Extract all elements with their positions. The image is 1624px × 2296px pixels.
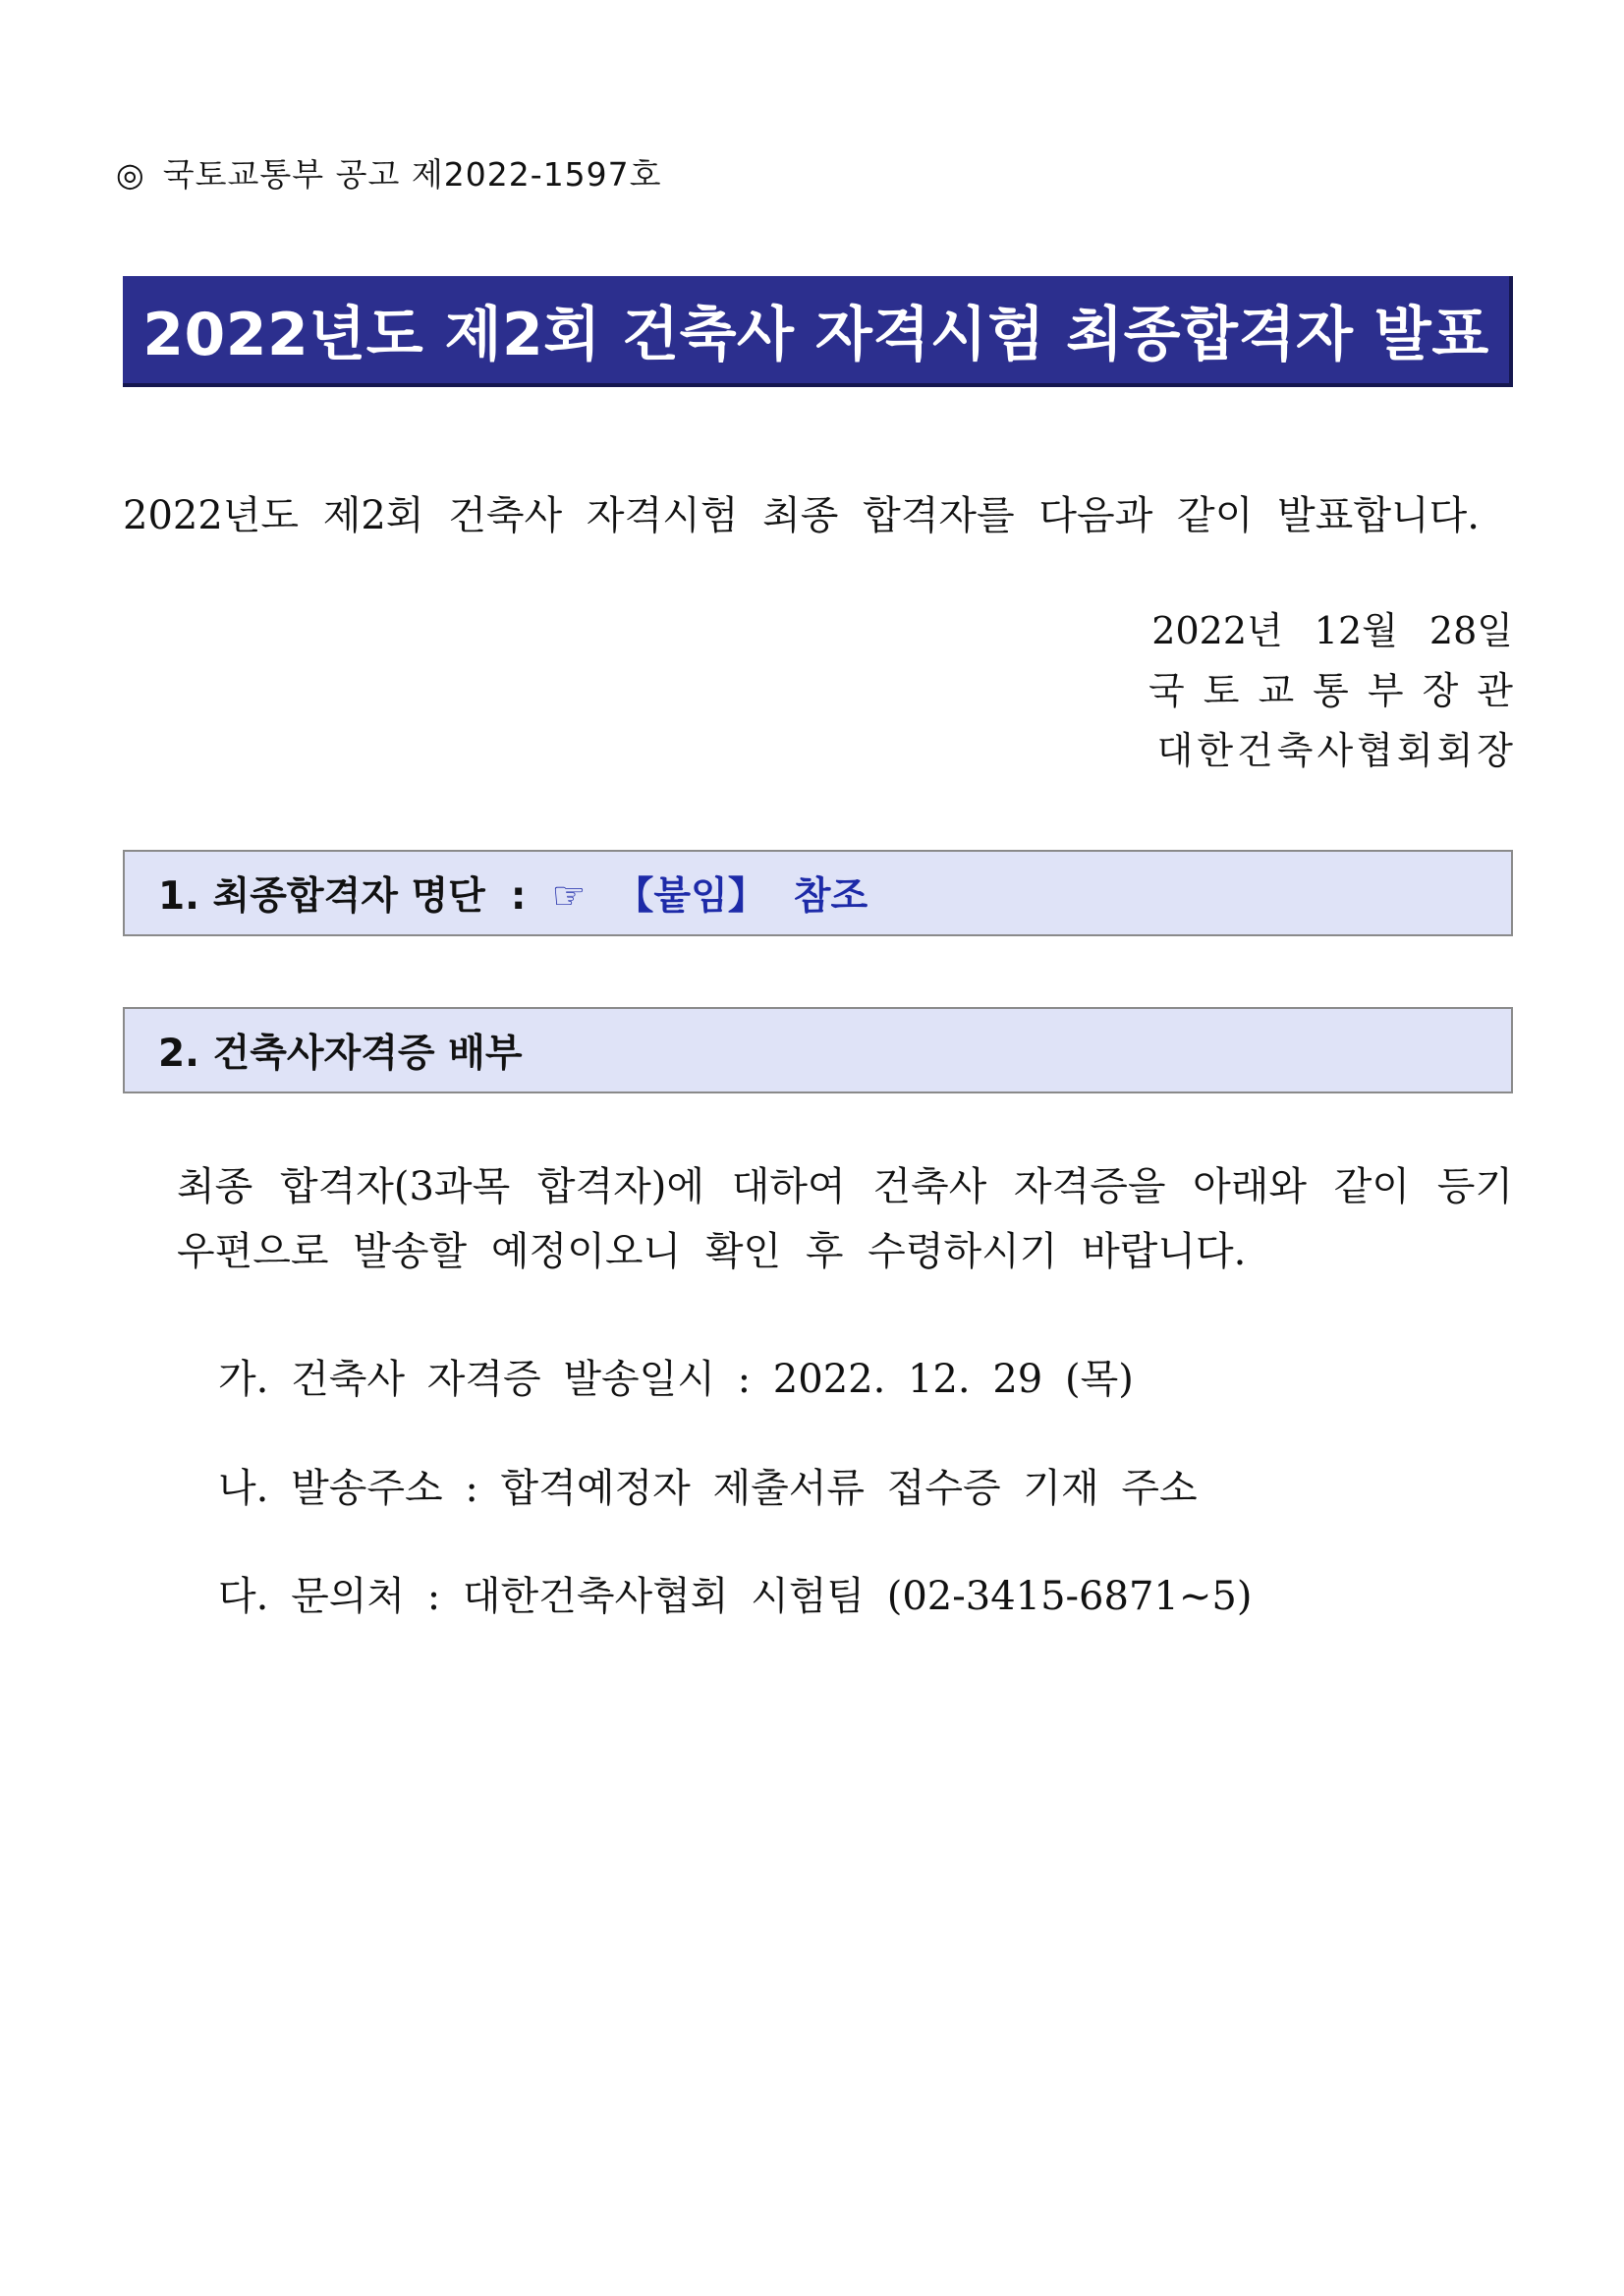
notice-text: 국토교통부 공고 제2022-1597호 — [162, 155, 662, 194]
section-heading: 2. 건축사자격증 배부 — [158, 1032, 523, 1076]
intro-paragraph: 2022년도 제2회 건축사 자격시험 최종 합격자를 다음과 같이 발표합니다. — [123, 493, 1480, 538]
list-item: 다. 문의처 : 대한건축사협회 시험팀 (02-3415-6871~5) — [218, 1574, 1253, 1619]
list-item: 나. 발송주소 : 합격예정자 제출서류 접수증 기재 주소 — [218, 1466, 1198, 1511]
section-final-passers — [123, 850, 1513, 936]
colon-separator: : — [510, 874, 527, 919]
section-certificate-delivery — [123, 1007, 1513, 1093]
section-heading: 1. 최종합격자 명단 — [158, 874, 485, 919]
announcement-date: 2022년 12월 28일 — [1151, 609, 1513, 652]
list-item: 가. 건축사 자격증 발송일시 : 2022. 12. 29 (목) — [218, 1357, 1134, 1402]
pointing-hand-icon: ☞ — [551, 874, 587, 919]
association-signatory: 대한건축사협회회장 — [1156, 729, 1517, 772]
attachment-reference — [511, 866, 868, 921]
double-circle-icon: ◎ — [116, 155, 145, 194]
attachment-link[interactable]: 【붙임】 — [615, 874, 766, 919]
page-title: 2022년도 제2회 건축사 자격시험 최종합격자 발표 — [142, 300, 1489, 369]
minister-signatory: 국토교통부장관 — [1148, 669, 1532, 712]
signature-block — [1148, 601, 1532, 781]
title-banner — [123, 276, 1513, 387]
notice-number — [116, 149, 662, 196]
delivery-paragraph: 최종 합격자(3과목 합격자)에 대하여 건축사 자격증을 아래와 같이 등기우편으로 발송할 예정이오니 확인 후 수령하시기 바랍니다. — [177, 1164, 1513, 1274]
reference-label: 참조 — [793, 874, 868, 919]
